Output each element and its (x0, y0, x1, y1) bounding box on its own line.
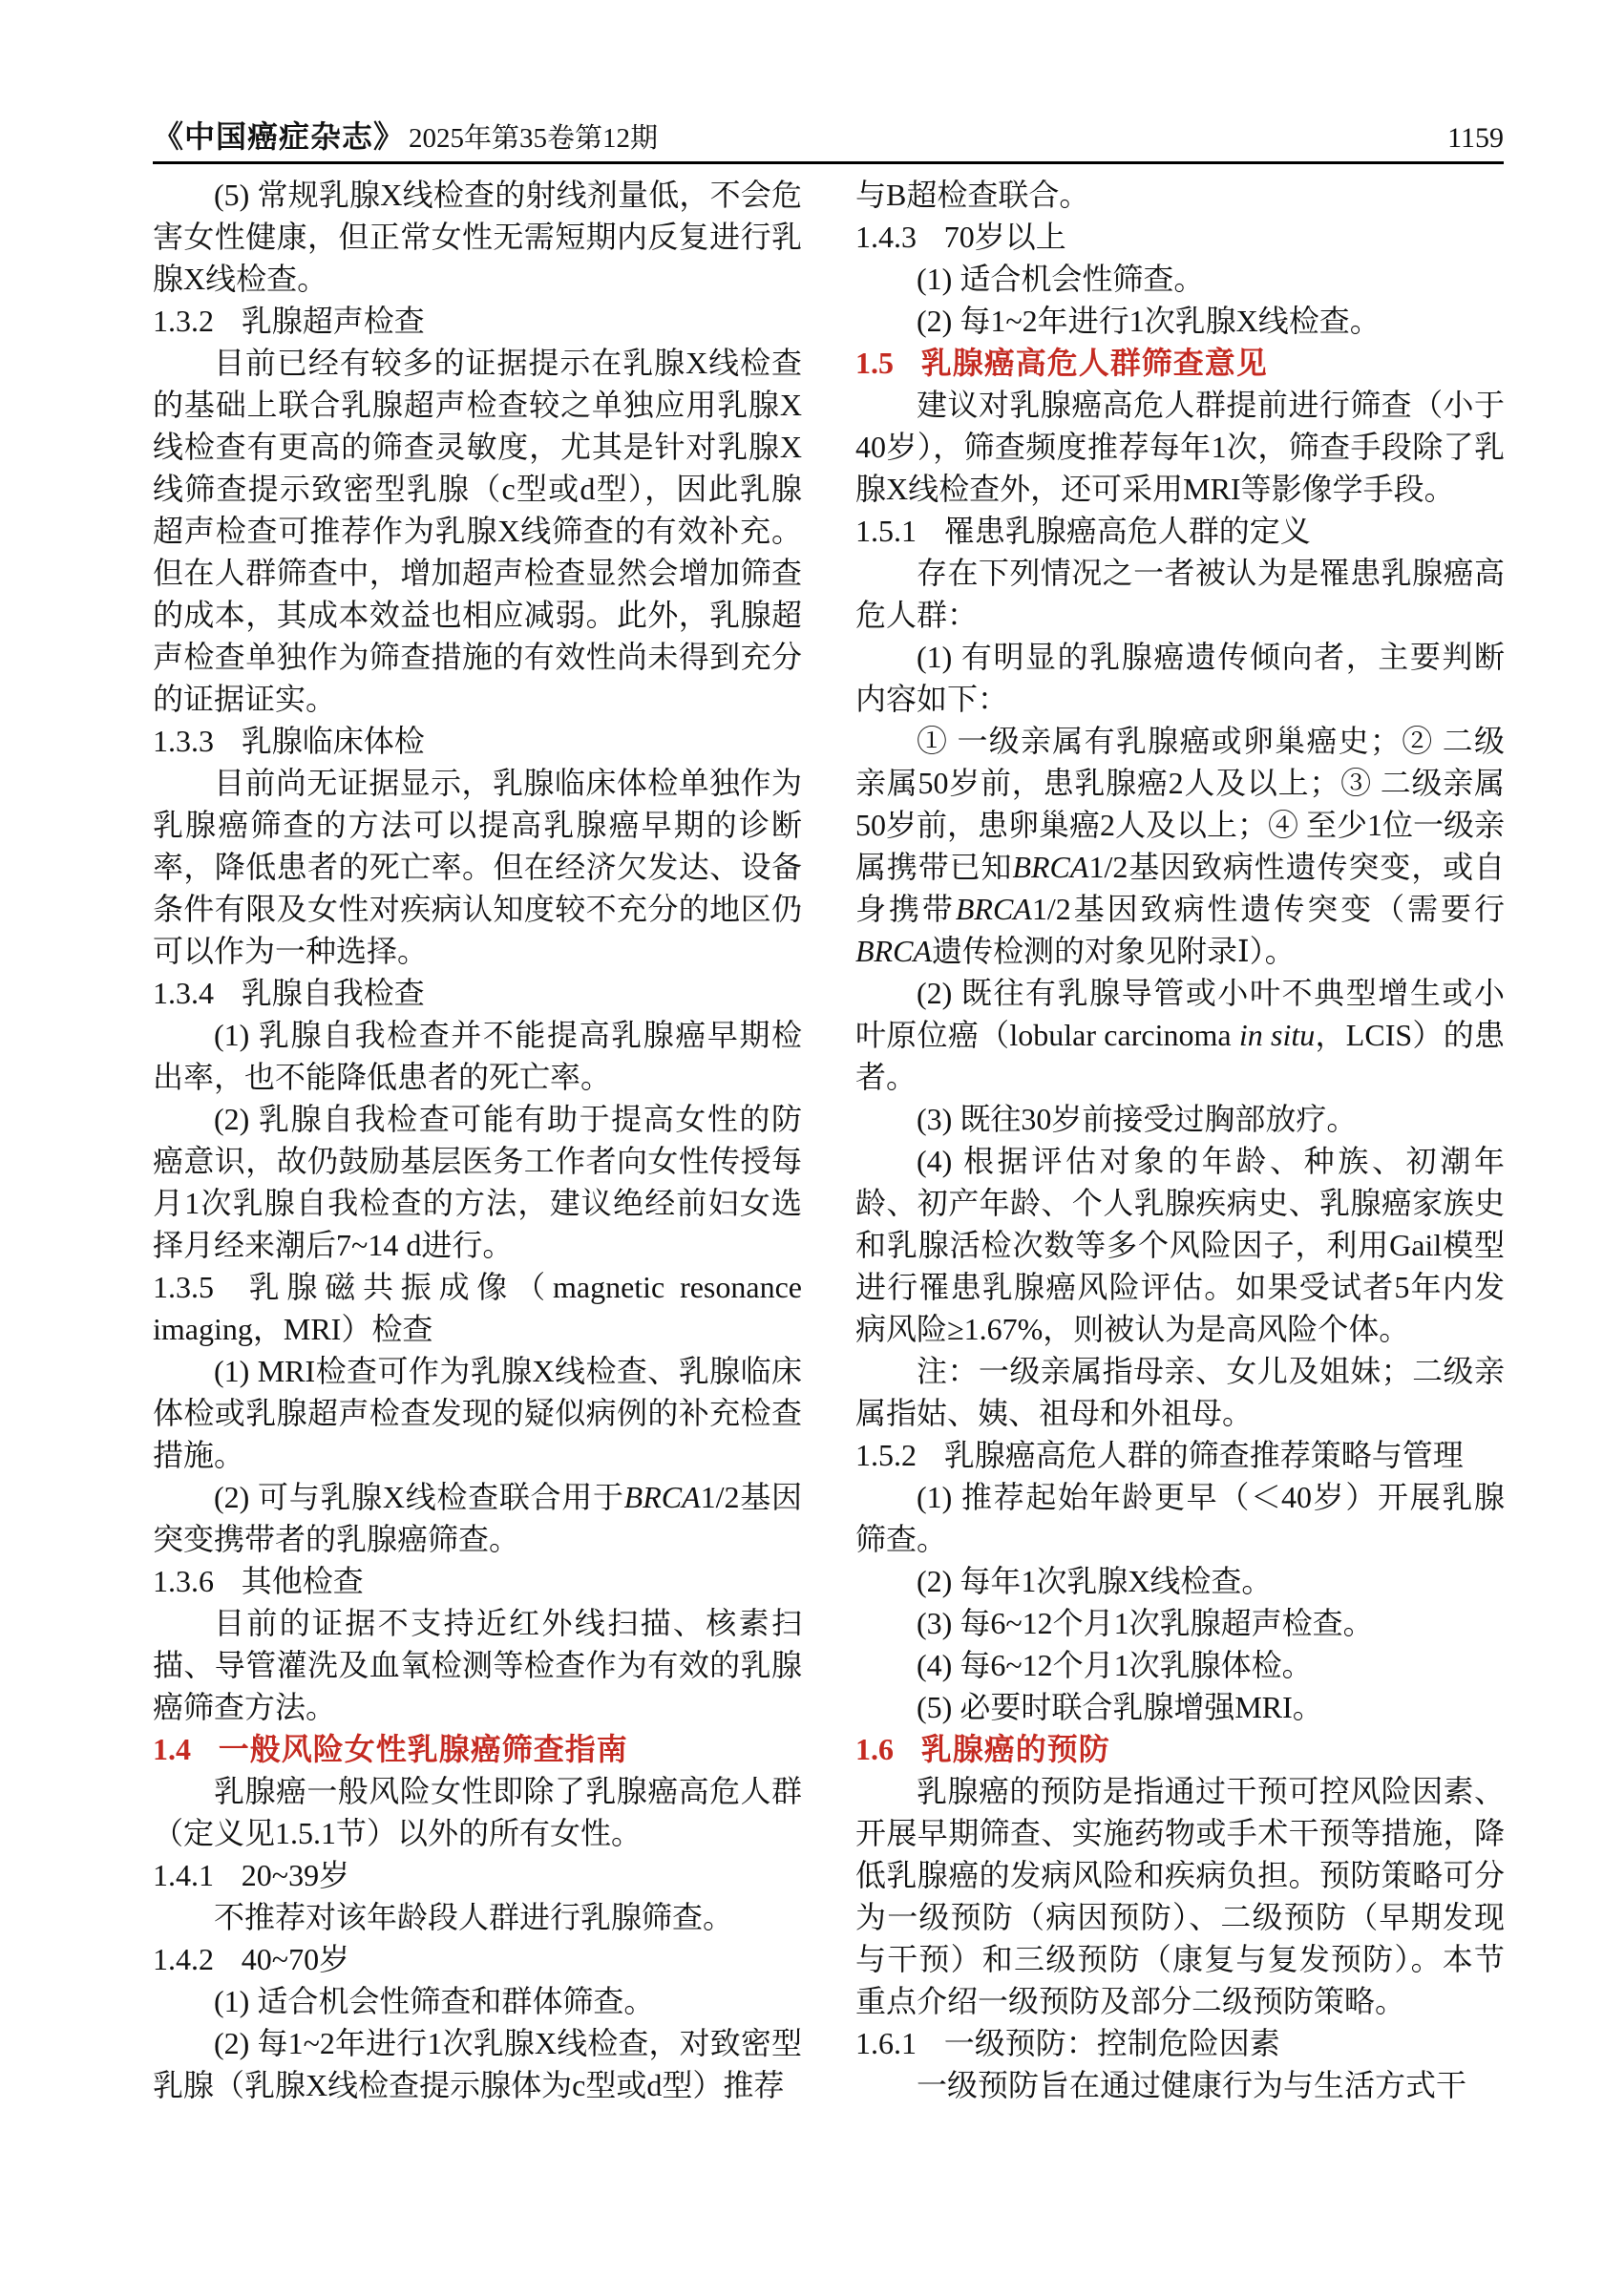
heading-title: 乳腺癌高危人群筛查意见 (920, 346, 1268, 380)
page-header (153, 113, 1504, 157)
heading-number: 1.3.6 (153, 1564, 214, 1598)
subsection-heading (855, 1434, 1505, 1476)
paragraph: (3) 每6~12个月1次乳腺超声检查。 (917, 1606, 1374, 1640)
page-number: 1159 (1447, 122, 1504, 154)
subsection-heading (855, 2022, 1505, 2064)
subsection-heading (153, 1560, 802, 1602)
paragraph: 一级预防旨在通过健康行为与生活方式干 (917, 2068, 1467, 2102)
paragraph: (5) 必要时联合乳腺增强MRI。 (917, 1690, 1323, 1724)
subsection-heading (153, 972, 802, 1014)
journal-name: 《中国癌症杂志》 (153, 119, 406, 154)
heading-number: 1.5.1 (855, 514, 917, 548)
paragraph: (1) 适合机会性筛查。 (917, 262, 1205, 296)
heading-title: 20~39岁 (241, 1858, 350, 1892)
paragraph: (3) 既往30岁前接受过胸部放疗。 (917, 1102, 1358, 1136)
issue-info: 2025年第35卷第12期 (409, 123, 659, 154)
paragraph: 不推荐对该年龄段人群进行乳腺筛查。 (214, 1900, 734, 1934)
paragraph: ① 一级亲属有乳腺癌或卵巢癌史；② 二级亲属50岁前，患乳腺癌2人及以上；③ 二级亲属50岁前，患卵巢癌2人及以上；④ 至少1位一级亲属携带已知BRCA1/2基因致病性遗传突变，或自身携带BRCA1/2基因致病性遗传突变（需要行BRCA遗传检测的对象见附录Ⅰ）。 (855, 724, 1506, 968)
journal-title-line (153, 113, 658, 157)
heading-number: 1.6.1 (855, 2026, 917, 2060)
paragraph: 目前尚无证据显示，乳腺临床体检单独作为乳腺癌筛查的方法可以提高乳腺癌早期的诊断率，降低患者的死亡率。但在经济欠发达、设备条件有限及女性对疾病认知度较不充分的地区仍可以作为一种选择。 (153, 766, 802, 968)
italic-term: BRCA (623, 1480, 701, 1514)
paragraph: 存在下列情况之一者被认为是罹患乳腺癌高危人群： (855, 556, 1505, 632)
paragraph: (1) 适合机会性筛查和群体筛查。 (214, 1984, 655, 2018)
heading-number: 1.5.2 (855, 1438, 917, 1472)
subsection-heading (153, 720, 802, 762)
heading-title: 40~70岁 (241, 1942, 350, 1976)
heading-number: 1.4.1 (153, 1858, 214, 1892)
section-heading (855, 342, 1505, 384)
heading-number: 1.3.2 (153, 304, 214, 338)
italic-term: BRCA (855, 934, 932, 968)
subsection-heading (855, 510, 1505, 552)
heading-title: 70岁以上 (943, 220, 1066, 254)
header-rule (153, 161, 1504, 164)
left-column (153, 174, 802, 2106)
paragraph-continuation: 与B超检查联合。 (855, 178, 1090, 212)
paragraph: 乳腺癌的预防是指通过干预可控风险因素、开展早期筛查、实施药物或手术干预等措施，降低乳腺癌的发病风险和疾病负担。预防策略可分为一级预防（病因预防）、二级预防（早期发现与干预）和三级预防（康复与复发预防）。本节重点介绍一级预防及部分二级预防策略。 (855, 1774, 1505, 2018)
paragraph: 注：一级亲属指母亲、女儿及姐妹；二级亲属指姑、姨、祖母和外祖母。 (855, 1354, 1505, 1430)
heading-title: 罹患乳腺癌高危人群的定义 (943, 514, 1311, 548)
heading-number: 1.3.4 (153, 976, 214, 1010)
subsection-heading (153, 1266, 802, 1350)
heading-number: 1.5 (855, 346, 894, 380)
paragraph: (4) 每6~12个月1次乳腺体检。 (917, 1648, 1313, 1682)
heading-title: 其他检查 (241, 1564, 364, 1598)
heading-title: 一般风险女性乳腺癌筛查指南 (218, 1732, 628, 1766)
italic-term: BRCA (1012, 850, 1089, 884)
subsection-heading (153, 300, 802, 342)
subsection-heading (153, 1854, 802, 1896)
paragraph: (1) 推荐起始年龄更早（＜40岁）开展乳腺筛查。 (855, 1480, 1505, 1556)
heading-number: 1.6 (855, 1732, 894, 1766)
paragraph: (1) MRI检查可作为乳腺X线检查、乳腺临床体检或乳腺超声检查发现的疑似病例的补充检查措施。 (153, 1354, 802, 1472)
paragraph: (2) 每1~2年进行1次乳腺X线检查。 (917, 304, 1381, 338)
paragraph: (5) 常规乳腺X线检查的射线剂量低，不会危害女性健康，但正常女性无需短期内反复进行乳腺X线检查。 (153, 178, 802, 296)
heading-title: 一级预防：控制危险因素 (943, 2026, 1280, 2060)
italic-term: in situ (1238, 1018, 1316, 1052)
subsection-heading (855, 216, 1505, 258)
heading-number: 1.4.2 (153, 1942, 214, 1976)
paragraph: (2) 乳腺自我检查可能有助于提高女性的防癌意识，故仍鼓励基层医务工作者向女性传授每月1次乳腺自我检查的方法，建议绝经前妇女选择月经来潮后7~14 d进行。 (153, 1102, 802, 1262)
heading-number: 1.3.3 (153, 724, 214, 758)
paragraph: 目前已经有较多的证据提示在乳腺X线检查的基础上联合乳腺超声检查较之单独应用乳腺X线检查有更高的筛查灵敏度，尤其是针对乳腺X线筛查提示致密型乳腺（c型或d型），因此乳腺超声检查可推荐作为乳腺X线筛查的有效补充。但在人群筛查中，增加超声检查显然会增加筛查的成本，其成本效益也相应减弱。此外，乳腺超声检查单独作为筛查措施的有效性尚未得到充分的证据证实。 (153, 346, 802, 716)
paragraph: (1) 乳腺自我检查并不能提高乳腺癌早期检出率，也不能降低患者的死亡率。 (153, 1018, 802, 1094)
heading-title: 乳腺自我检查 (241, 976, 425, 1010)
paragraph: 目前的证据不支持近红外线扫描、核素扫描、导管灌洗及血氧检测等检查作为有效的乳腺癌筛查方法。 (153, 1606, 802, 1724)
paragraph: (2) 可与乳腺X线检查联合用于BRCA1/2基因突变携带者的乳腺癌筛查。 (153, 1480, 802, 1556)
section-heading (855, 1728, 1505, 1770)
paragraph: (2) 每1~2年进行1次乳腺X线检查，对致密型乳腺（乳腺X线检查提示腺体为c型或d型）推荐 (153, 2026, 802, 2102)
article-body (153, 174, 1505, 2106)
heading-number: 1.4.3 (855, 220, 917, 254)
heading-title: 乳腺磁共振成像（magnetic resonance imaging，MRI）检查 (153, 1270, 802, 1346)
heading-title: 乳腺超声检查 (241, 304, 425, 338)
heading-number: 1.4 (153, 1732, 191, 1766)
paragraph: (2) 每年1次乳腺X线检查。 (917, 1564, 1273, 1598)
heading-title: 乳腺癌高危人群的筛查推荐策略与管理 (943, 1438, 1464, 1472)
paragraph: (1) 有明显的乳腺癌遗传倾向者，主要判断内容如下： (855, 640, 1505, 716)
paragraph: 乳腺癌一般风险女性即除了乳腺癌高危人群（定义见1.5.1节）以外的所有女性。 (153, 1774, 802, 1850)
paragraph: (2) 既往有乳腺导管或小叶不典型增生或小叶原位癌（lobular carcinoma in situ，LCIS）的患者。 (855, 976, 1505, 1094)
heading-number: 1.3.5 (153, 1270, 214, 1304)
subsection-heading (153, 1938, 802, 1980)
right-column (855, 174, 1505, 2106)
italic-term: BRCA (955, 892, 1032, 926)
heading-title: 乳腺癌的预防 (920, 1732, 1110, 1766)
paragraph: 建议对乳腺癌高危人群提前进行筛查（小于40岁），筛查频度推荐每年1次，筛查手段除了乳腺X线检查外，还可采用MRI等影像学手段。 (855, 388, 1505, 506)
heading-title: 乳腺临床体检 (241, 724, 425, 758)
paragraph: (4) 根据评估对象的年龄、种族、初潮年龄、初产年龄、个人乳腺疾病史、乳腺癌家族史和乳腺活检次数等多个风险因子，利用Gail模型进行罹患乳腺癌风险评估。如果受试者5年内发病风险≥1.67%，则被认为是高风险个体。 (855, 1144, 1505, 1346)
section-heading (153, 1728, 802, 1770)
